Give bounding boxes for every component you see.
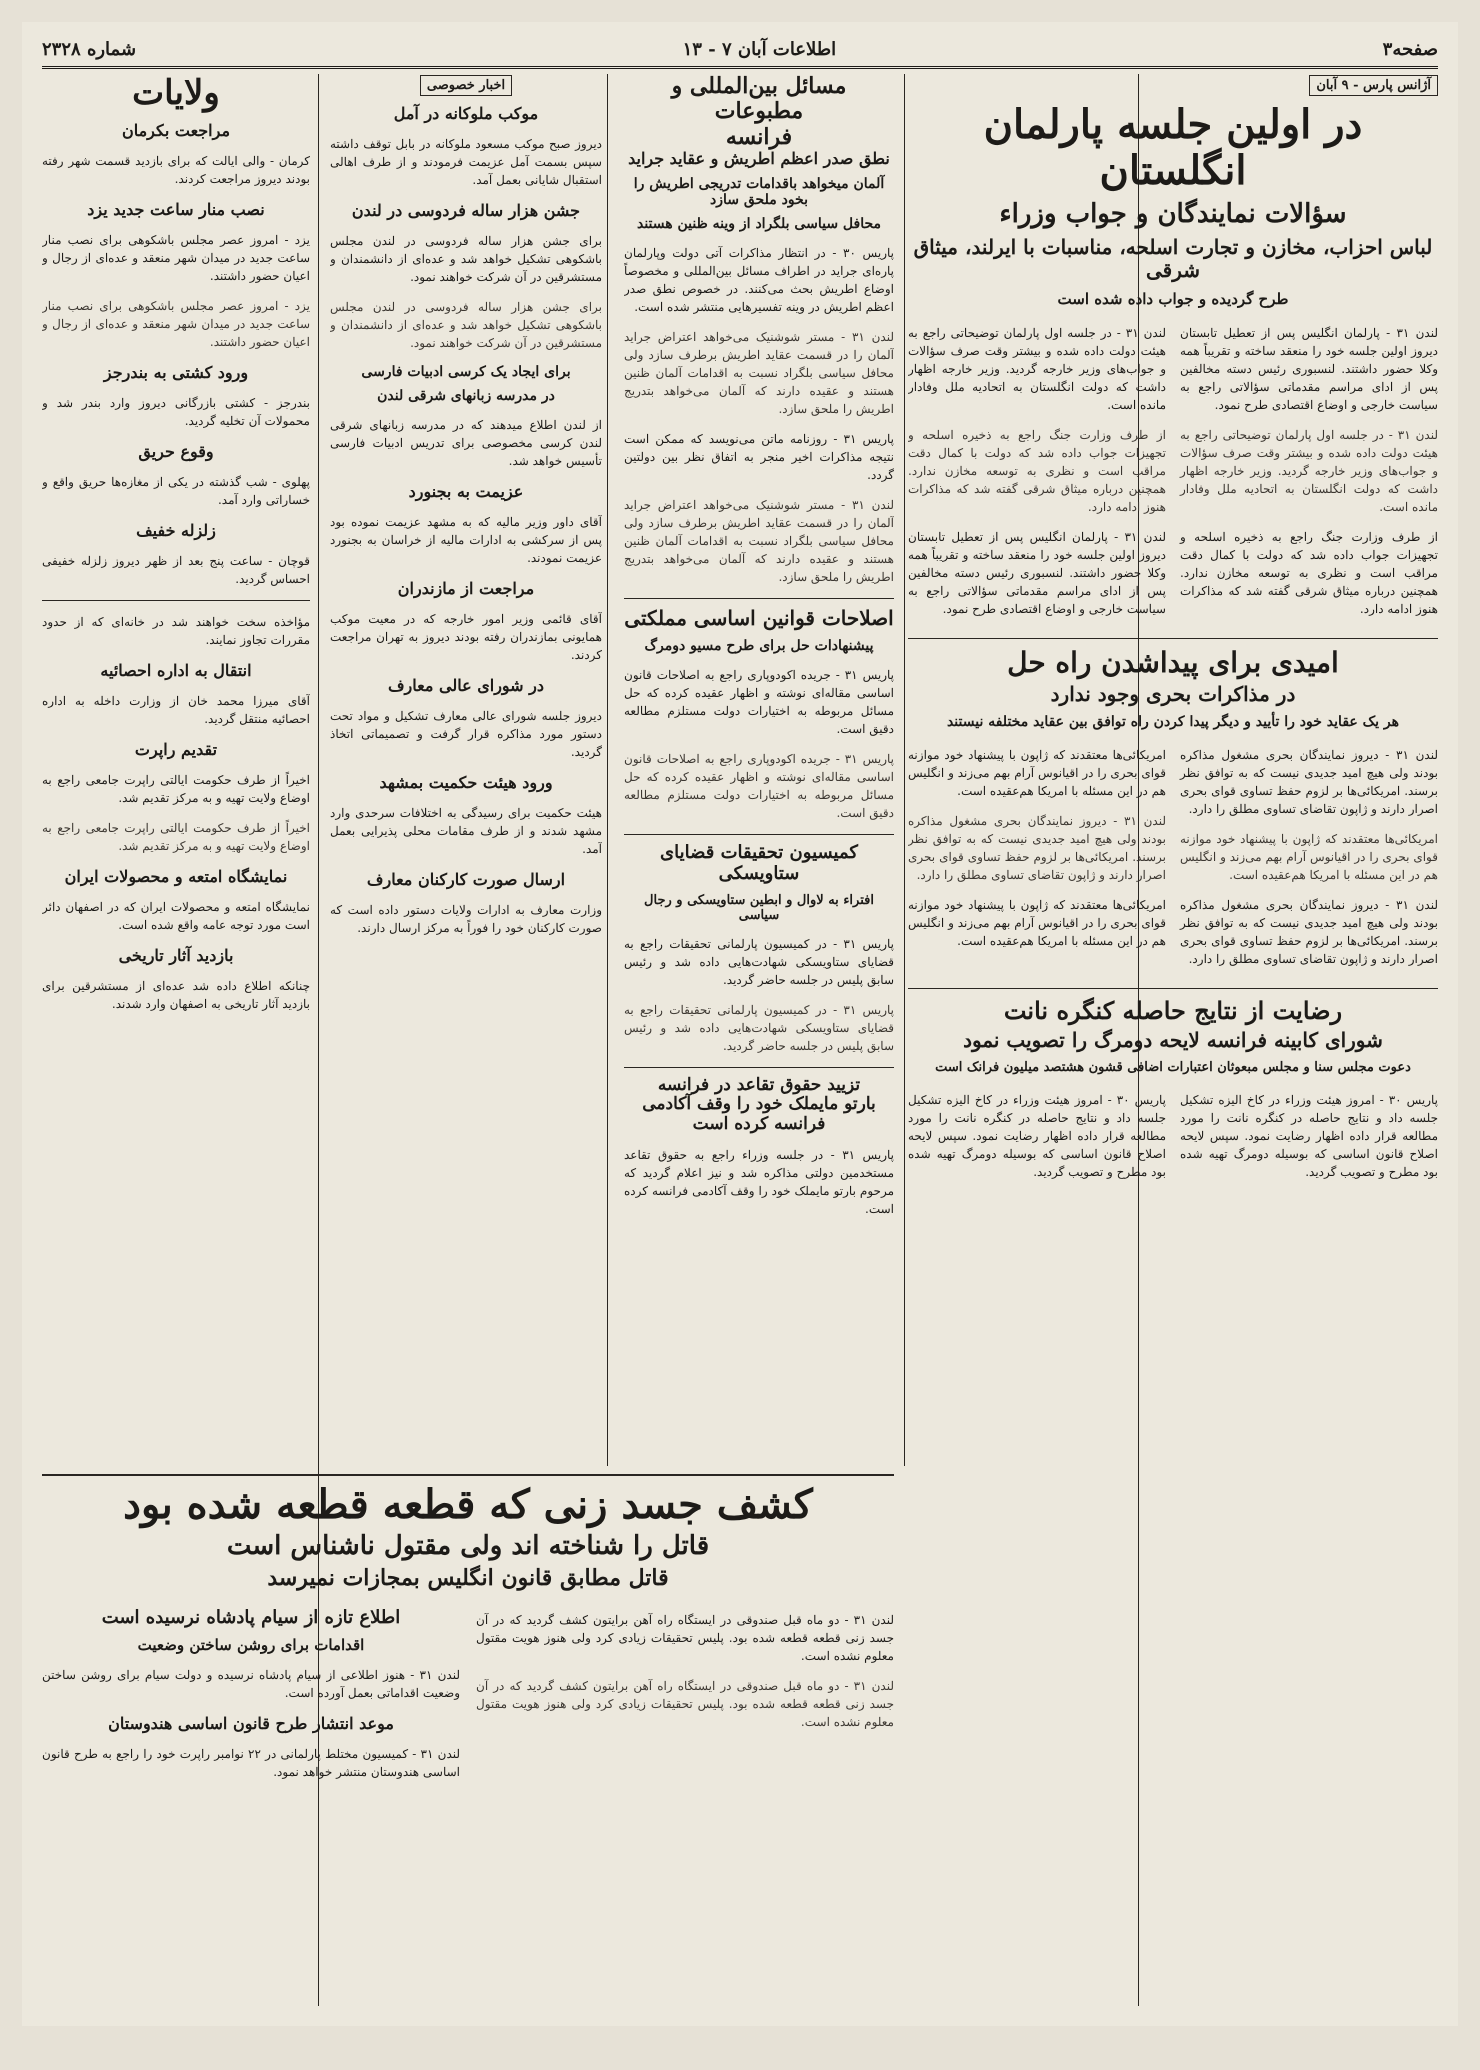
news-title: نمایشگاه امتعه و محصولات ایران [64, 867, 288, 887]
murder-headline: کشف جسد زنی که قطعه قطعه شده بود [123, 1481, 813, 1528]
article-paragraph: وزارت معارف به ادارات ولایات دستور داده است که صورت کارکنان خود را فوراً به مرکز ارسال دارند. [330, 903, 602, 935]
provinces-header: ولایات [132, 74, 220, 113]
divider [908, 638, 1438, 639]
article-paragraph: پاریس ۳۰ - در انتظار مذاکرات آتی دولت وپارلمان پاره‌ای جراید در اطراف مسائل بین‌المللی و مخصوصاً اوضاع اطریش بحث می‌کنند. در خصوص نطق صدر اعظم اطریش در وینه تفسیرهایی منتشر شده است. [624, 246, 894, 315]
article-paragraph: نمایشگاه امتعه و محصولات ایران که در اصفهان دائر است مورد توجه عامه واقع شده است. [42, 900, 310, 933]
article-paragraph: لندن ۳۱ - دیروز نمایندگان بحری مشغول مذاکره بودند ولی هیچ امید جدیدی نیست که به توافق نظر برسند. امریکائی‌ها بر لزوم حفظ تساوی قوای بحری اصرار دارند و ژاپون تقاضای تساوی مطلق را دارد. [1180, 898, 1438, 967]
siam-headline: اطلاع تازه از سیام پادشاه نرسیده است [101, 1607, 401, 1629]
news-title: مراجعت بکرمان [121, 121, 231, 141]
murder-subheadline: قاتل را شناخته اند ولی مقتول ناشناس است [226, 1531, 710, 1561]
main-subheadline: سؤالات نمایندگان و جواب وزراء [999, 199, 1347, 229]
divider [624, 1067, 894, 1068]
column-rule [607, 74, 608, 1466]
article-paragraph: پاریس ۳۱ - روزنامه ماتن می‌نویسد که ممکن است نتیجه مذاکرات اخیر منجر به اتفاق نظر بین دولتین گردد. [624, 432, 894, 483]
article-paragraph: لندن ۳۱ - پارلمان انگلیس پس از تعطیل تابستان دیروز اولین جلسه خود را منعقد ساخته و تقریباً همه وکلا حضور داشتند. لنسبوری رئیس دسته مخالفین پس از ادای مراسم مقدماتی سؤالاتی راجع به سیاست خارجی و اوضاع اقتصادی طرح نمود. [908, 529, 1167, 616]
special-news-label: اخبار خصوصی [420, 75, 512, 96]
newspaper-page [22, 22, 1458, 2026]
article-paragraph: دیروز جلسه شورای عالی معارف تشکیل و مواد تحت دستور مورد مذاکره قرار گرفت و تصمیماتی اتخاذ گردید. [330, 709, 602, 759]
article-paragraph: پاریس ۳۰ - امروز هیئت وزراء در کاخ الیزه تشکیل جلسه داد و نتایج حاصله در کنگره نانت را مورد مطالعه قرار داده اظهار رضایت نمود. سپس لایحه اصلاح قانون اساسی که بوسیله دومرگ تهیه شده بود مطرح و تصویب گردید. [1180, 1092, 1438, 1179]
article-paragraph: امریکائی‌ها معتقدند که ژاپون با پیشنهاد خود موازنه قوای بحری را در اقیانوس آرام بهم می‌زند و انگلیس هم در این مسئله با امریکا هم‌عقیده است. [908, 898, 1166, 949]
news-title: بازدید آثار تاریخی [118, 946, 234, 966]
article-paragraph: یزد - امروز عصر مجلس باشکوهی برای نصب منار ساعت جدید در میدان شهر منعقد و عده‌ای از رجال و اعیان حضور داشتند. [42, 299, 310, 350]
main-column [908, 74, 1438, 2014]
news-title: انتقال به اداره احصائیه [100, 661, 252, 681]
article-paragraph: امریکائی‌ها معتقدند که ژاپون با پیشنهاد خود موازنه قوای بحری را در اقیانوس آرام بهم می‌زند و انگلیس هم در این مسئله با امریکا هم‌عقیده است. [908, 748, 1166, 799]
article-paragraph: پاریس ۳۰ - امروز هیئت وزراء در کاخ الیزه تشکیل جلسه داد و نتایج حاصله در کنگره نانت را مورد مطالعه قرار داده اظهار رضایت نمود. سپس لایحه اصلاح قانون اساسی که بوسیله دومرگ تهیه شده بود مطرح و تصویب گردید. [908, 1092, 1166, 1179]
news-title: وقوع حریق [138, 442, 214, 462]
nantes-deck: دعوت مجلس سنا و مجلس مبعوثان اعتبارات اضافی قشون هشتصد میلیون فرانک است [935, 1059, 1411, 1075]
main-body-right [1180, 312, 1438, 630]
article-paragraph: آقای قائمی وزیر امور خارجه که در معیت موکب همایونی بمازندران رفته بودند دیروز به تهران مراجعت کردند. [330, 612, 602, 662]
news-title: موکب ملوکانه در آمل [393, 104, 539, 123]
news-title: جشن هزار ساله فردوسی در لندن [351, 201, 581, 220]
article-paragraph: آقای داور وزیر مالیه که به مشهد عزیمت نموده بود پس از سرکشی به ادارات مالیه از خراسان به بجنورد عزیمت نمودند. [330, 515, 602, 565]
intl-sub: آلمان میخواهد باقدامات تدریجی اطریش را بخود ملحق سازد [633, 176, 885, 209]
bottom-body [42, 1599, 894, 1793]
article-paragraph: لندن ۳۱ - در جلسه اول پارلمان توضیحاتی راجع به هیئت دولت داده شده و بیشتر وقت صرف سؤالات و جواب‌های وزیر خارجه گردید. وزیر خارجه اظهار داشت که دولت انگلستان به اتحادیه ملل وفادار مانده است. [908, 325, 1167, 412]
news-title: عزیمت به بجنورد [408, 482, 524, 501]
main-body-left [908, 312, 1166, 630]
article-paragraph: اخیراً از طرف حکومت ایالتی راپرت جامعی راجع به اوضاع ولایت تهیه و به مرکز تقدیم شد. [42, 821, 310, 854]
news-title: زلزله خفیف [136, 521, 216, 541]
article-paragraph: بندرجز - کشتی بازرگانی دیروز وارد بندر شد و محمولات آن تخلیه گردید. [42, 396, 310, 429]
murder-deck: قاتل مطابق قانون انگلیس بمجازات نمیرسد [267, 1564, 669, 1591]
news-title: در شورای عالی معارف [387, 676, 545, 695]
intl-country: فرانسه [725, 123, 793, 150]
news-title: ورود هیئت حکمیت بمشهد [379, 773, 553, 792]
divider [908, 988, 1438, 989]
reform-sub: پیشنهادات حل برای طرح مسیو دومرگ [644, 638, 874, 655]
article-paragraph: پاریس ۳۱ - در کمیسیون پارلمانی تحقیقات راجع به قضایای ستاویسکی شهادت‌هایی داده شد و رئیس سابق پلیس در جلسه حاضر گردید. [624, 936, 894, 987]
intl-sub: محافل سیاسی بلگراد از وینه ظنین هستند [636, 216, 882, 233]
nantes-body [908, 1079, 1438, 1193]
domestic-column [330, 74, 602, 1464]
article-paragraph: کرمان - والی ایالت که برای بازدید قسمت شهر رفته بودند دیروز مراجعت کردند. [42, 154, 310, 187]
news-title: ارسال صورت کارکنان معارف [366, 870, 566, 889]
paper-title: اطلاعات آبان ۷ - ۱۳ [682, 38, 837, 60]
provinces-column [42, 74, 310, 1454]
naval-body [908, 734, 1438, 980]
news-title: تقدیم راپرت [134, 740, 218, 760]
article-paragraph: پهلوی - شب گذشته در یکی از مغازه‌ها حریق واقع و خساراتی وارد آمد. [42, 475, 310, 508]
stavisky-sub: افتراء به لاوال و ابطین ستاویسکی و رجال سیاسی [644, 892, 874, 923]
naval-subheadline: در مذاکرات بحری وجود ندارد [1050, 682, 1296, 707]
masthead [42, 32, 1438, 69]
article-paragraph: لندن ۳۱ - پارلمان انگلیس پس از تعطیل تابستان دیروز اولین جلسه خود را منعقد ساخته و تقریباً همه وکلا حضور داشتند. لنسبوری رئیس دسته مخالفین پس از ادای مراسم مقدماتی سؤالاتی راجع به سیاست خارجی و اوضاع اقتصادی طرح نمود. [1180, 325, 1438, 412]
divider [624, 598, 894, 599]
news-title: مراجعت از مازندران [397, 579, 535, 598]
article-paragraph: لندن ۳۱ - دو ماه قبل صندوقی در ایستگاه راه آهن برایتون کشف گردید که در آن جسد زنی قطعه قطعه شده بود. پلیس تحقیقات زیادی کرد ولی هنوز هویت مقتول معلوم نشده است. [476, 1679, 894, 1730]
main-topics: لباس احزاب، مخازن و تجارت اسلحه، مناسبات با ایرلند، میثاق شرقی [913, 234, 1433, 282]
article-paragraph: مؤاخذه سخت خواهند شد در خانه‌ای که از حدود مقررات تجاوز نمایند. [42, 615, 310, 648]
issue-number: شماره ۲۳۲۸ [42, 38, 137, 60]
main-headline: در اولین جلسه پارلمان انگلستان [983, 101, 1363, 194]
article-paragraph: از طرف وزارت جنگ راجع به ذخیره اسلحه و تجهیزات جواب داده شد که دولت با کمال دقت مراقب است و نظری به توسعه مخازن ندارد. همچنین درباره میثاق شرقی گفته شد که مذاکرات هنوز ادامه دارد. [908, 427, 1166, 514]
main-body-columns [908, 312, 1438, 630]
article-paragraph: از لندن اطلاع میدهند که در مدرسه زبانهای شرقی لندن کرسی مخصوصی برای تدریس ادبیات فارسی تأسیس خواهد شد. [330, 418, 602, 468]
bottom-stories [42, 1474, 894, 2012]
article-paragraph: لندن ۳۱ - در جلسه اول پارلمان توضیحاتی راجع به هیئت دولت داده شده و بیشتر وقت صرف سؤالات و جواب‌های وزیر خارجه گردید. وزیر خارجه اظهار داشت که دولت انگلستان به اتحادیه ملل وفادار مانده است. [1180, 427, 1438, 514]
article-paragraph: لندن ۳۱ - دیروز نمایندگان بحری مشغول مذاکره بودند ولی هیچ امید جدیدی نیست که به توافق نظر برسند. امریکائی‌ها بر لزوم حفظ تساوی قوای بحری اصرار دارند و ژاپون تقاضای تساوی مطلق را دارد. [908, 814, 1166, 883]
article-paragraph: هیئت حکمیت برای رسیدگی به اختلافات سرحدی وارد مشهد شدند و از طرف مقامات محلی پذیرایی بعمل آمد. [330, 806, 602, 856]
nantes-subheadline: شورای کابینه فرانسه لایحه دومرگ را تصویب نمود [963, 1027, 1383, 1052]
article-paragraph: اخیراً از طرف حکومت ایالتی راپرت جامعی راجع به اوضاع ولایت تهیه و به مرکز تقدیم شد. [42, 773, 310, 806]
article-paragraph: قوچان - ساعت پنج بعد از ظهر دیروز زلزله خفیفی احساس گردید. [42, 554, 310, 587]
article-paragraph: امریکائی‌ها معتقدند که ژاپون با پیشنهاد خود موازنه قوای بحری را در اقیانوس آرام بهم می‌زند و انگلیس هم در این مسئله با امریکا هم‌عقیده است. [1180, 832, 1438, 883]
article-paragraph: لندن ۳۱ - دو ماه قبل صندوقی در ایستگاه راه آهن برایتون کشف گردید که در آن جسد زنی قطعه قطعه شده بود. پلیس تحقیقات زیادی کرد ولی هنوز هویت مقتول معلوم نشده است. [476, 1613, 894, 1664]
india-headline: موعد انتشار طرح قانون اساسی هندوستان [108, 1714, 394, 1734]
article-paragraph: یزد - امروز عصر مجلس باشکوهی برای نصب منار ساعت جدید در میدان شهر منعقد و عده‌ای از رجال و اعیان حضور داشتند. [42, 233, 310, 284]
article-paragraph: پاریس ۳۱ - جریده اکودوپاری راجع به اصلاحات قانون اساسی مقاله‌ای نوشته و اظهار عقیده کرده که حل مسائل مربوطه به اختیارات دولت مستلزم مطالعه دقیق است. [624, 668, 894, 737]
article-paragraph: پاریس ۳۱ - در جلسه وزراء راجع به حقوق تقاعد مستخدمین دولتی مذاکره شد و نیز اعلام گردید که مرحوم بارتو مایملک خود را وقف آکادمی فرانسه کرده است. [624, 1148, 894, 1217]
nantes-headline: رضایت از نتایج حاصله کنگره نانت [1003, 996, 1343, 1026]
reform-headline: اصلاحات قوانین اساسی مملکتی [624, 606, 894, 631]
article-paragraph: لندن ۳۱ - مستر شوشنیک می‌خواهد اعتراض جراید آلمان را در قسمت عقاید اطریش برطرف سازد ولی محافل سیاسی بلگراد نسبت به اقدامات آلمان ظنین هستند و عقیده دارند که آلمان می‌خواهد بتدریج اطریش را ملحق سازد. [624, 498, 894, 585]
page-number: صفحه۳ [1382, 38, 1438, 60]
article-paragraph: آقای میرزا محمد خان از وزارت داخله به اداره احصائیه منتقل گردید. [42, 694, 310, 727]
article-paragraph: لندن ۳۱ - هنوز اطلاعی از سیام پادشاه نرسیده و دولت سیام برای روشن ساختن وضعیت اقداماتی بعمل آورده است. [42, 1668, 461, 1701]
pension-sub: بارتو مایملک خود را وقف آکادمی فرانسه کرده است [642, 1094, 876, 1134]
stavisky-headline: کمیسیون تحقیقات قضایای ستاویسکی [660, 842, 858, 884]
article-paragraph: پاریس ۳۱ - در کمیسیون پارلمانی تحقیقات راجع به قضایای ستاویسکی شهادت‌هایی داده شد و رئیس سابق پلیس در جلسه حاضر گردید. [624, 1002, 894, 1053]
pension-headline: تزیید حقوق تقاعد در فرانسه [657, 1074, 861, 1095]
naval-headline: امیدی برای پیداشدن راه حل [1007, 645, 1339, 679]
news-title: نصب منار ساعت جدید یزد [87, 200, 265, 220]
article-paragraph: از طرف وزارت جنگ راجع به ذخیره اسلحه و تجهیزات جواب داده شد که دولت با کمال دقت مراقب است و نظری به توسعه مخازن ندارد. همچنین درباره میثاق شرقی گفته شد که مذاکرات هنوز ادامه دارد. [1180, 529, 1438, 616]
divider [624, 834, 894, 835]
naval-deck: هر یک عقاید خود را تأیید و دیگر پیدا کردن راه توافق بین عقاید مختلفه نیستند [946, 714, 1400, 731]
article-paragraph: چنانکه اطلاع داده شد عده‌ای از مستشرقین برای بازدید آثار تاریخی به اصفهان وارد شدند. [42, 979, 310, 1012]
article-paragraph: دیروز صبح موکب مسعود ملوکانه در بابل توقف داشته سپس بسمت آمل عزیمت فرمودند و از طرف اهالی استقبال شایانی بعمل آمد. [330, 137, 602, 187]
article-paragraph: برای جشن هزار ساله فردوسی در لندن مجلس باشکوهی تشکیل خواهد شد و عده‌ای از دانشمندان و مستشرقین در آن شرکت خواهند نمود. [330, 300, 602, 350]
news-title: برای ایجاد یک کرسی ادبیات فارسی [361, 364, 571, 380]
dateline: آژانس پارس - ۹ آبان [1309, 75, 1438, 96]
bottom-right-col [476, 1599, 894, 1793]
main-deck: طرح گردیده و جواب داده شده است [1057, 289, 1289, 308]
article-paragraph: لندن ۳۱ - دیروز نمایندگان بحری مشغول مذاکره بودند ولی هیچ امید جدیدی نیست که به توافق نظر برسند. امریکائی‌ها بر لزوم حفظ تساوی قوای بحری اصرار دارند و ژاپون تقاضای تساوی مطلق را دارد. [1180, 748, 1438, 817]
siam-sub: اقدامات برای روشن ساختن وضعیت [137, 1636, 365, 1655]
news-title: ورود کشتی به بندرجز [103, 363, 249, 383]
article-paragraph: برای جشن هزار ساله فردوسی در لندن مجلس باشکوهی تشکیل خواهد شد و عده‌ای از دانشمندان و مستشرقین در آن شرکت خواهند نمود. [330, 234, 602, 284]
column-rule [904, 74, 905, 1466]
article-paragraph: لندن ۳۱ - کمیسیون مختلط پارلمانی در ۲۲ نوامبر راپرت خود را راجع به طرح قانون اساسی هندوستان منتشر خواهد نمود. [42, 1747, 461, 1780]
divider [42, 600, 310, 601]
news-title: در مدرسه زبانهای شرقی لندن [377, 388, 555, 404]
intl-title: نطق صدر اعظم اطریش و عقاید جراید [628, 148, 890, 168]
bottom-left-col [42, 1599, 460, 1793]
intl-header: مسائل بین‌المللی و مطبوعات [671, 74, 847, 125]
article-paragraph: پاریس ۳۱ - جریده اکودوپاری راجع به اصلاحات قانون اساسی مقاله‌ای نوشته و اظهار عقیده کرده که حل مسائل مربوطه به اختیارات دولت مستلزم مطالعه دقیق است. [624, 752, 894, 821]
international-column [624, 74, 894, 1464]
article-paragraph: لندن ۳۱ - مستر شوشنیک می‌خواهد اعتراض جراید آلمان را در قسمت عقاید اطریش برطرف سازد ولی محافل سیاسی بلگراد نسبت به اقدامات آلمان ظنین هستند و عقیده دارند که آلمان می‌خواهد بتدریج اطریش را ملحق سازد. [624, 330, 894, 417]
